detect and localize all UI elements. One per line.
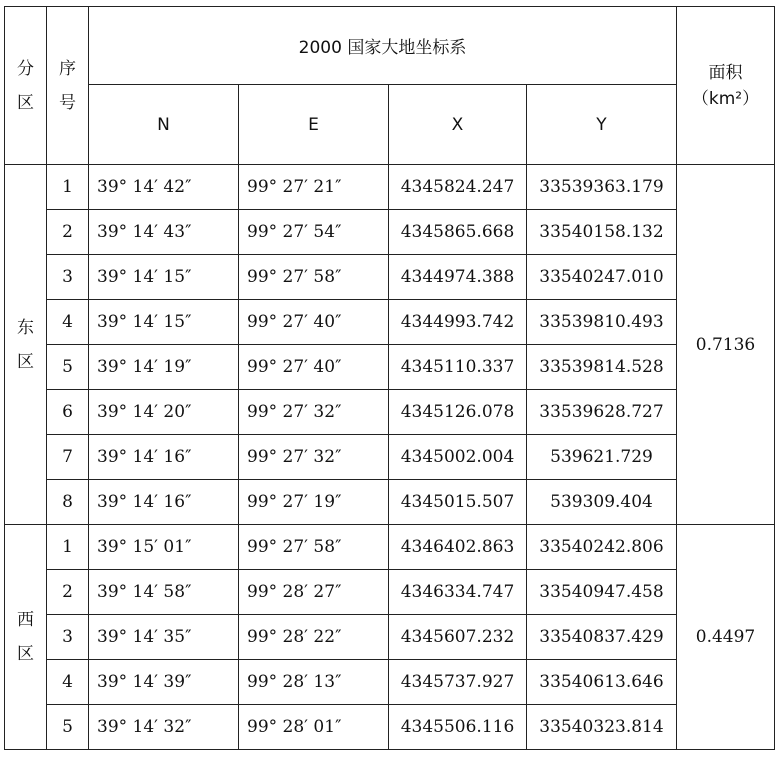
point-number-cell: 6 [47,390,89,435]
y-coordinate-cell: 33539363.179 [527,165,677,210]
point-number-cell: 5 [47,705,89,750]
latitude-cell: 39° 14′ 35″ [89,615,239,660]
point-number-cell: 5 [47,345,89,390]
latitude-cell: 39° 14′ 42″ [89,165,239,210]
longitude-cell: 99° 27′ 58″ [239,255,389,300]
header-row-1 [5,7,775,85]
table-row [5,435,775,480]
y-coordinate-cell: 33539810.493 [527,300,677,345]
y-coordinate-cell: 33540613.646 [527,660,677,705]
zone-area-cell: 0.7136 [677,165,775,525]
point-number-cell: 1 [47,165,89,210]
header-row-2 [5,85,775,165]
column-header-y: Y [527,85,677,165]
point-number-cell: 2 [47,570,89,615]
area-header: 面积 （km²） [677,7,775,165]
longitude-cell: 99° 27′ 54″ [239,210,389,255]
table-row [5,345,775,390]
table-row [5,570,775,615]
point-number-cell: 7 [47,435,89,480]
point-number-cell: 3 [47,615,89,660]
latitude-cell: 39° 14′ 15″ [89,255,239,300]
coordinate-table [4,6,775,750]
x-coordinate-cell: 4345865.668 [389,210,527,255]
point-number-cell: 4 [47,300,89,345]
longitude-cell: 99° 28′ 22″ [239,615,389,660]
table-row [5,390,775,435]
longitude-cell: 99° 27′ 40″ [239,345,389,390]
latitude-cell: 39° 14′ 19″ [89,345,239,390]
table-row [5,525,775,570]
y-coordinate-cell: 33540323.814 [527,705,677,750]
x-coordinate-cell: 4345737.927 [389,660,527,705]
longitude-cell: 99° 28′ 01″ [239,705,389,750]
point-number-cell: 2 [47,210,89,255]
longitude-cell: 99° 27′ 40″ [239,300,389,345]
x-coordinate-cell: 4345506.116 [389,705,527,750]
table-row [5,705,775,750]
y-coordinate-cell: 539309.404 [527,480,677,525]
x-coordinate-cell: 4345824.247 [389,165,527,210]
longitude-cell: 99° 27′ 19″ [239,480,389,525]
x-coordinate-cell: 4346402.863 [389,525,527,570]
zone-name-cell: 西 区 [5,525,47,750]
y-coordinate-cell: 33540837.429 [527,615,677,660]
latitude-cell: 39° 14′ 58″ [89,570,239,615]
longitude-cell: 99° 27′ 32″ [239,390,389,435]
latitude-cell: 39° 14′ 16″ [89,435,239,480]
latitude-cell: 39° 14′ 16″ [89,480,239,525]
table-row [5,165,775,210]
table-row [5,255,775,300]
table-row [5,660,775,705]
x-coordinate-cell: 4345126.078 [389,390,527,435]
point-number-cell: 3 [47,255,89,300]
latitude-cell: 39° 14′ 15″ [89,300,239,345]
y-coordinate-cell: 33539628.727 [527,390,677,435]
y-coordinate-cell: 33540242.806 [527,525,677,570]
y-coordinate-cell: 33540247.010 [527,255,677,300]
zone-name-cell: 东 区 [5,165,47,525]
table-row [5,480,775,525]
index-header: 序 号 [47,7,89,165]
x-coordinate-cell: 4345607.232 [389,615,527,660]
column-header-e: E [239,85,389,165]
longitude-cell: 99° 28′ 13″ [239,660,389,705]
x-coordinate-cell: 4344974.388 [389,255,527,300]
partition-header: 分 区 [5,7,47,165]
point-number-cell: 4 [47,660,89,705]
x-coordinate-cell: 4346334.747 [389,570,527,615]
longitude-cell: 99° 27′ 58″ [239,525,389,570]
x-coordinate-cell: 4344993.742 [389,300,527,345]
longitude-cell: 99° 27′ 21″ [239,165,389,210]
x-coordinate-cell: 4345015.507 [389,480,527,525]
latitude-cell: 39° 14′ 39″ [89,660,239,705]
latitude-cell: 39° 15′ 01″ [89,525,239,570]
column-header-x: X [389,85,527,165]
point-number-cell: 8 [47,480,89,525]
coordinate-system-title: 2000 国家大地坐标系 [89,7,677,85]
x-coordinate-cell: 4345110.337 [389,345,527,390]
y-coordinate-cell: 33539814.528 [527,345,677,390]
point-number-cell: 1 [47,525,89,570]
longitude-cell: 99° 27′ 32″ [239,435,389,480]
longitude-cell: 99° 28′ 27″ [239,570,389,615]
table-row [5,300,775,345]
table-body [5,165,775,750]
table-row [5,210,775,255]
column-header-n: N [89,85,239,165]
table-row [5,615,775,660]
zone-area-cell: 0.4497 [677,525,775,750]
y-coordinate-cell: 33540947.458 [527,570,677,615]
latitude-cell: 39° 14′ 20″ [89,390,239,435]
latitude-cell: 39° 14′ 43″ [89,210,239,255]
coordinate-table-container [4,6,775,750]
y-coordinate-cell: 33540158.132 [527,210,677,255]
y-coordinate-cell: 539621.729 [527,435,677,480]
latitude-cell: 39° 14′ 32″ [89,705,239,750]
x-coordinate-cell: 4345002.004 [389,435,527,480]
